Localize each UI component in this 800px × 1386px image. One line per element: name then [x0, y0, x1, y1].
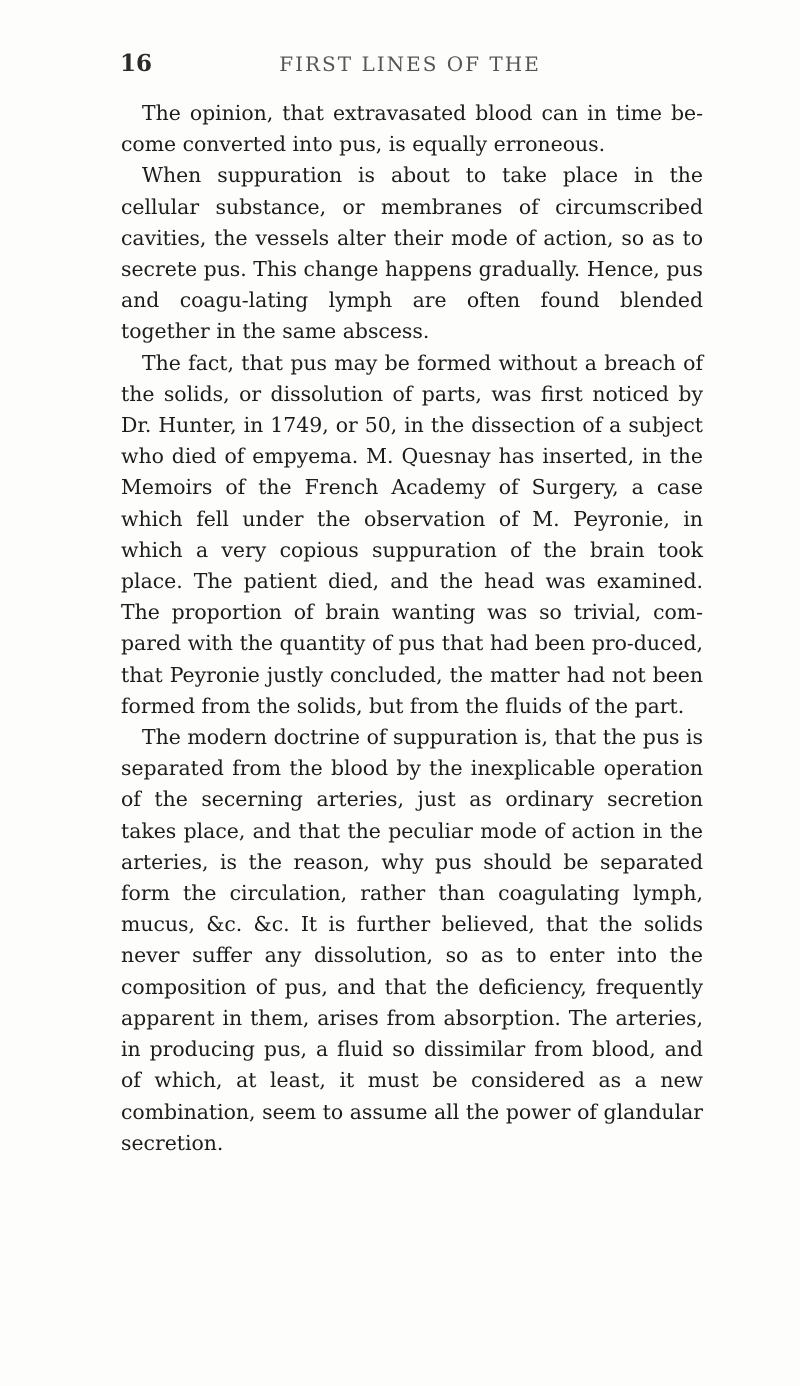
paragraph: The opinion, that extravasated blood can in time be-come converted into pus, is equally erroneous.	[121, 101, 703, 157]
running-head: FIRST LINES OF THE	[279, 52, 541, 76]
paragraph: When suppuration is about to take place in the cellular substance, or membranes of circumscribed cavities, the vessels alter their mode of action, so as to secrete pus. This change happens gradually. Hence, pus and coagu-lating lymph are often found blended together in the same abscess.	[121, 163, 703, 344]
paragraph: The fact, that pus may be formed without a breach of the solids, or dissolution of parts, was first noticed by Dr. Hunter, in 1749, or 50, in the dissection of a subject who died of empyema. M. Quesnay has inserted, in the Memoirs of the French Academy of Surgery, a case which fell under the observation of M. Peyronie, in which a very copious suppuration of the brain took place. The patient died, and the head was examined. The proportion of brain wanting was so trivial, com-pared with the quantity of pus that had been pro-duced, that Peyronie justly concluded, the matter had not been formed from the solids, but from the fluids of the part.	[121, 350, 703, 718]
page-header	[120, 44, 700, 84]
paragraph: The modern doctrine of suppuration is, that the pus is separated from the blood by the inexplicable operation of the secerning arteries, just as ordinary secretion takes place, and that the peculiar mode of action in the arteries, is the reason, why pus should be separated form the circulation, rather than coagulating lymph, mucus, &c. &c. It is further believed, that the solids never suffer any dissolution, so as to enter into the composition of pus, and that the deficiency, frequently apparent in them, arises from absorption. The arteries, in producing pus, a fluid so dissimilar from blood, and of which, at least, it must be considered as a new combination, seem to assume all the power of glandular secretion.	[121, 725, 703, 1155]
page-number: 16	[120, 50, 153, 77]
body-text	[121, 98, 703, 1159]
